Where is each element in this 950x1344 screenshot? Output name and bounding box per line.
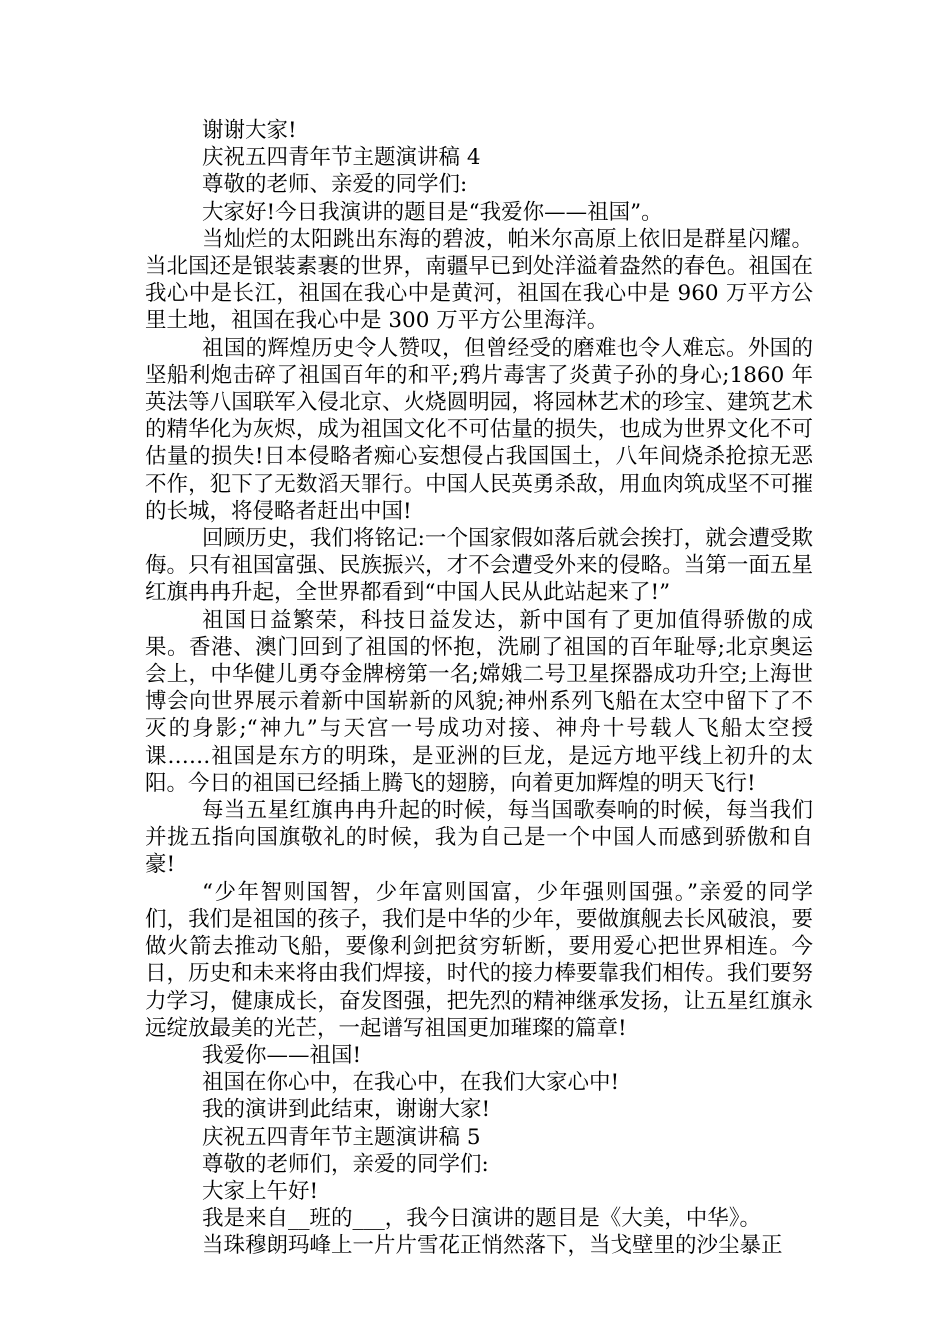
salutation: 尊敬的老师、亲爱的同学们:: [202, 172, 468, 198]
paragraph-prosperity: 祖国日益繁荣，科技日益发达，新中国有了更加值得骄傲的成果。香港、澳门回到了祖国的怀抱，洗刷了祖国的百年耻辱;北京奥运会上，中华健儿勇夺金牌榜第一名;嫦娥二号卫星探器成功升空;上海世博会向世界展示着新中国崭新的风貌;神州系列飞船在太空中留下了不灭的身影;“神九”与天宫一号成功对接、神舟十号载人飞船太空授课……祖国是东方的明珠，是亚洲的巨龙，是远方地平线上初升的太阳。今日的祖国已经插上腾飞的翅膀，向着更加辉煌的明天飞行!: [145, 607, 813, 796]
paragraph-youth: “少年智则国智，少年富则国富，少年强则国强。”亲爱的同学们，我们是祖国的孩子，我们是中华的少年，要做旗舰去长风破浪，要做火箭去推动飞船，要像利剑把贫穷斩断，要用爱心把世界相连。今日，历史和未来将由我们焊接，时代的接力棒要靠我们相传。我们要努力学习，健康成长，奋发图强，把先烈的精神继承发扬，让五星红旗永远绽放最美的光芒，一起谱写祖国更加璀璨的篇章!: [145, 879, 813, 1041]
paragraph-flag: 每当五星红旗冉冉升起的时候，每当国歌奏响的时候，每当我们并拢五指向国旗敬礼的时候，我为自己是一个中国人而感到骄傲和自豪!: [145, 798, 813, 878]
speech-title-5: 庆祝五四青年节主题演讲稿 5: [202, 1124, 481, 1150]
exclamation: 我爱你——祖国!: [202, 1042, 362, 1068]
greeting-5: 大家上午好!: [202, 1178, 319, 1204]
paragraph-review: 回顾历史，我们将铭记:一个国家假如落后就会挨打，就会遭受欺侮。只有祖国富强、民族振兴，才不会遭受外来的侵略。当第一面五星红旗冉冉升起，全世界都看到“中国人民从此站起来了!”: [145, 526, 813, 606]
speech-end: 我的演讲到此结束，谢谢大家!: [202, 1097, 491, 1123]
document-body: [145, 117, 813, 1260]
introduction-5: 我是来自__班的___，我今日演讲的题目是《大美，中华》。: [202, 1206, 762, 1232]
paragraph-sun: 当灿烂的太阳跳出东海的碧波，帕米尔高原上依旧是群星闪耀。当北国还是银装素裹的世界，南疆早已到处洋溢着盎然的春色。祖国在我心中是长江，祖国在我心中是黄河，祖国在我心中是 960 万平方公里土地，祖国在我心中是 300 万平方公里海洋。: [145, 226, 813, 334]
greeting: 大家好!今日我演讲的题目是“我爱你——祖国”。: [202, 199, 663, 225]
opening-line-5: 当珠穆朗玛峰上一片片雪花正悄然落下，当戈壁里的沙尘暴正: [202, 1233, 783, 1259]
closing-thanks: 谢谢大家!: [202, 118, 297, 143]
paragraph-history: 祖国的辉煌历史令人赞叹，但曾经受的磨难也令人难忘。外国的坚船利炮击碎了祖国百年的和平;鸦片毒害了炎黄子孙的身心;1860 年英法等八国联军入侵北京、火烧圆明园，将园林艺术的珍宝、建筑艺术的精华化为灰烬，成为祖国文化不可估量的损失，也成为世界文化不可估量的损失!日本侵略者痴心妄想侵占我国国土，八年间烧杀抢掠无恶不作，犯下了无数滔天罪行。中国人民英勇杀敌，用血肉筑成坚不可摧的长城，将侵略者赶出中国!: [145, 335, 813, 524]
salutation-5: 尊敬的老师们，亲爱的同学们:: [202, 1151, 489, 1177]
speech-title-4: 庆祝五四青年节主题演讲稿 4: [202, 145, 481, 171]
motherland-in-heart: 祖国在你心中，在我心中，在我们大家心中!: [202, 1070, 620, 1096]
